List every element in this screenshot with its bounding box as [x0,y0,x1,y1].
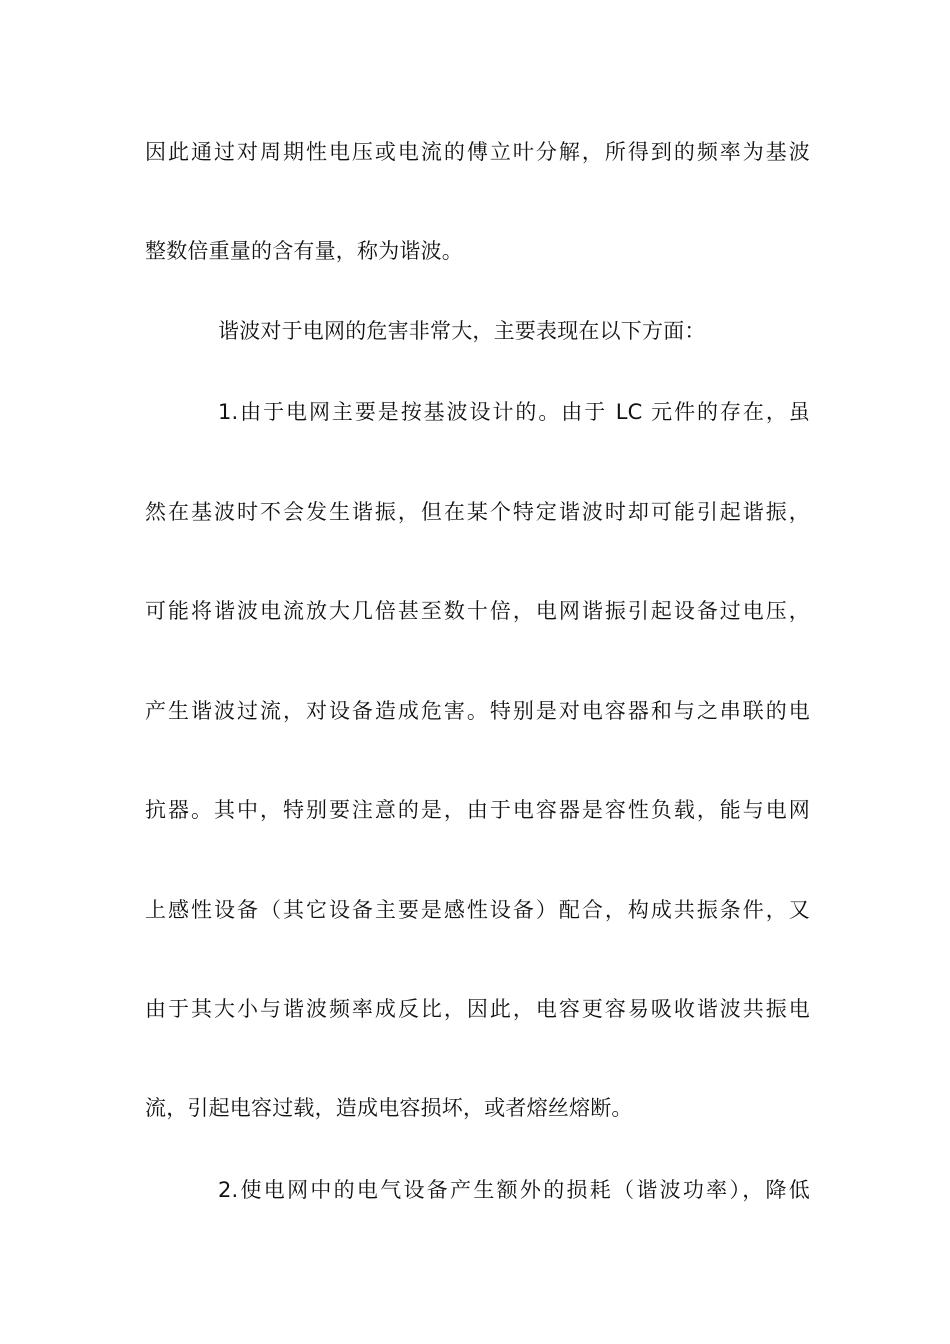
text-line-1: 因此通过对周期性电压或电流的傅立叶分解，所得到的频率为基波 [145,140,810,164]
text-line-10: 由于其大小与谐波频率成反比，因此，电容更容易吸收谐波共振电 [145,997,810,1021]
text-line-4: 1.由于电网主要是按基波设计的。由于 LC 元件的存在，虽 [218,400,810,424]
text-line-12: 2.使电网中的电气设备产生额外的损耗（谐波功率），降低 [218,1178,810,1202]
text-line-8: 抗器。其中，特别要注意的是，由于电容器是容性负载，能与电网 [145,798,810,822]
text-line-6: 可能将谐波电流放大几倍甚至数十倍，电网谐振引起设备过电压， [145,599,810,623]
text-line-9: 上感性设备（其它设备主要是感性设备）配合，构成共振条件，又 [145,898,810,922]
text-line-5: 然在基波时不会发生谐振，但在某个特定谐波时却可能引起谐振， [145,500,810,524]
text-line-11: 流，引起电容过载，造成电容损坏，或者熔丝熔断。 [145,1096,633,1120]
text-line-2: 整数倍重量的含有量，称为谐波。 [145,239,463,263]
text-line-3: 谐波对于电网的危害非常大，主要表现在以下方面： [218,319,706,343]
text-line-7: 产生谐波过流，对设备造成危害。特别是对电容器和与之串联的电 [145,699,810,723]
